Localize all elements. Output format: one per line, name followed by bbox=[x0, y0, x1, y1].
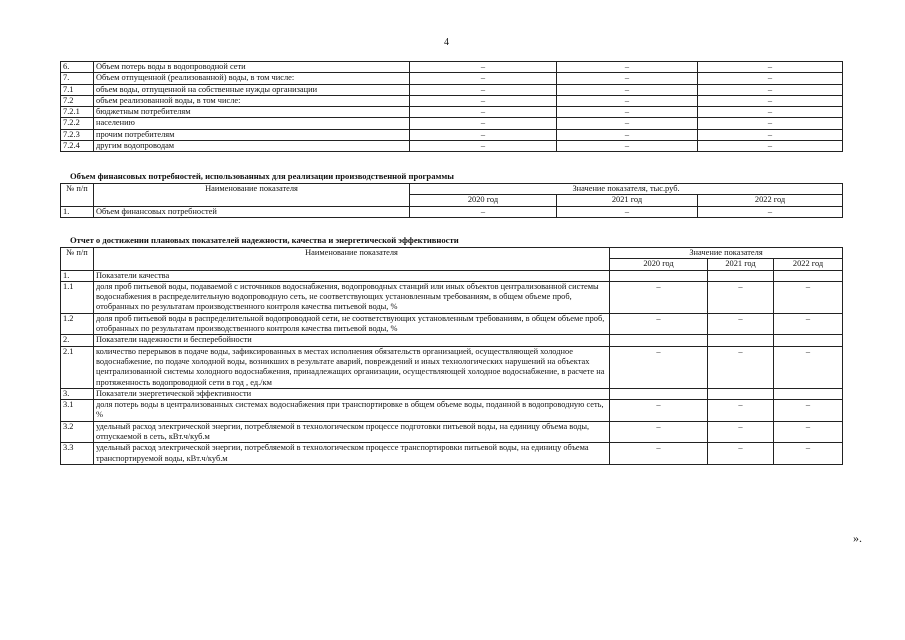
empty-cell bbox=[774, 388, 843, 399]
value-2020: – bbox=[610, 443, 708, 465]
section-name: Показатели энергетической эффективности bbox=[94, 388, 610, 399]
value-2021: – bbox=[557, 206, 698, 217]
row-number: 7.2.1 bbox=[61, 107, 94, 118]
row-name: Объем финансовых потребностей bbox=[94, 206, 410, 217]
row-number: 7.2.2 bbox=[61, 118, 94, 129]
value-2021: – bbox=[557, 62, 698, 73]
row-number: 3.3 bbox=[61, 443, 94, 465]
value-2021: – bbox=[557, 84, 698, 95]
header-name: Наименование показателя bbox=[94, 248, 610, 271]
table-row bbox=[61, 118, 843, 129]
row-name: удельный расход электрической энергии, потребляемой в технологическом процессе транспортировки питьевой воды, на единицу объема транспортируемой воды, кВт.ч/куб.м bbox=[94, 443, 610, 465]
value-2020: – bbox=[610, 421, 708, 443]
table-row bbox=[61, 95, 843, 106]
value-2022: – bbox=[698, 129, 843, 140]
closing-quote-mark: ». bbox=[853, 531, 862, 545]
section-name: Показатели качества bbox=[94, 270, 610, 281]
value-2020: – bbox=[410, 118, 557, 129]
value-2021: – bbox=[708, 421, 774, 443]
table-row bbox=[61, 73, 843, 84]
value-2022: – bbox=[698, 118, 843, 129]
table-row bbox=[61, 107, 843, 118]
value-2020: – bbox=[610, 313, 708, 335]
row-number: 3.1 bbox=[61, 400, 94, 422]
row-name: прочим потребителям bbox=[94, 129, 410, 140]
row-number: 1. bbox=[61, 206, 94, 217]
table-row bbox=[61, 313, 843, 335]
row-number: 2. bbox=[61, 335, 94, 346]
value-2022: – bbox=[774, 443, 843, 465]
value-2022: – bbox=[774, 400, 843, 422]
table-row bbox=[61, 421, 843, 443]
table-row bbox=[61, 443, 843, 465]
page-number: 4 bbox=[444, 37, 449, 48]
value-2021: – bbox=[557, 107, 698, 118]
row-name: населению bbox=[94, 118, 410, 129]
value-2022: – bbox=[774, 281, 843, 313]
empty-cell bbox=[774, 335, 843, 346]
value-2021: – bbox=[708, 346, 774, 388]
value-2022: – bbox=[774, 313, 843, 335]
table-row bbox=[61, 346, 843, 388]
header-year-2020: 2020 год bbox=[610, 259, 708, 270]
value-2020: – bbox=[610, 400, 708, 422]
value-2020: – bbox=[410, 73, 557, 84]
header-name: Наименование показателя bbox=[94, 184, 410, 207]
value-2020: – bbox=[610, 281, 708, 313]
header-year-2021: 2021 год bbox=[708, 259, 774, 270]
value-2021: – bbox=[557, 118, 698, 129]
section-row bbox=[61, 335, 843, 346]
row-number: 7.2 bbox=[61, 95, 94, 106]
header-year-2021: 2021 год bbox=[557, 195, 698, 206]
empty-cell bbox=[708, 388, 774, 399]
empty-cell bbox=[708, 270, 774, 281]
row-number: 3. bbox=[61, 388, 94, 399]
value-2021: – bbox=[557, 141, 698, 152]
value-2022: – bbox=[698, 95, 843, 106]
row-number: 1.2 bbox=[61, 313, 94, 335]
row-number: 1. bbox=[61, 270, 94, 281]
row-name: объем воды, отпущенной на собственные нужды организации bbox=[94, 84, 410, 95]
indicators-table-title: Отчет о достижении плановых показателей надежности, качества и энергетической эффективности bbox=[70, 235, 459, 245]
row-number: 7.2.3 bbox=[61, 129, 94, 140]
row-number: 6. bbox=[61, 62, 94, 73]
table-row bbox=[61, 281, 843, 313]
empty-cell bbox=[610, 270, 708, 281]
header-year-2020: 2020 год bbox=[410, 195, 557, 206]
header-value: Значение показателя bbox=[610, 248, 843, 259]
value-2022: – bbox=[698, 206, 843, 217]
row-name: объем реализованной воды, в том числе: bbox=[94, 95, 410, 106]
row-name: удельный расход электрической энергии, потребляемой в технологическом процессе подготовки питьевой воды, на единицу объема воды, отпускаемой в сеть, кВт.ч/куб.м bbox=[94, 421, 610, 443]
value-2021: – bbox=[557, 95, 698, 106]
row-name: другим водопроводам bbox=[94, 141, 410, 152]
value-2022: – bbox=[698, 73, 843, 84]
value-2022: – bbox=[698, 141, 843, 152]
value-2020: – bbox=[410, 62, 557, 73]
row-name: количество перерывов в подаче воды, зафиксированных в местах исполнения обязательств организацией, осуществляющей холодное водоснабжение, по подаче холодной воды, возникших в результате аварий, повреждений и иных технологических нарушений на объектах централизованной системы холодного водоснабжения, принадлежащих организации, осуществляющей холодное водоснабжение, в расчете на протяженность водопроводной сети в год , ед./км bbox=[94, 346, 610, 388]
value-2021: – bbox=[708, 281, 774, 313]
value-2020: – bbox=[410, 206, 557, 217]
table-row bbox=[61, 84, 843, 95]
row-number: 3.2 bbox=[61, 421, 94, 443]
value-2022: – bbox=[774, 421, 843, 443]
row-name: Объем отпущенной (реализованной) воды, в том числе: bbox=[94, 73, 410, 84]
value-2022: – bbox=[698, 62, 843, 73]
indicators-table bbox=[60, 247, 843, 465]
value-2021: – bbox=[708, 443, 774, 465]
value-2020: – bbox=[410, 84, 557, 95]
row-name: доля проб питьевой воды в распределительной водопроводной сети, не соответствующих установленным требованиям, в общем объеме проб, отобранных по результатам производственного контроля качества питьевой воды, % bbox=[94, 313, 610, 335]
row-name: доля проб питьевой воды, подаваемой с источников водоснабжения, водопроводных станций или иных объектов централизованной системы водоснабжения в распределительную водопроводную сеть, не соответствующих установленным требованиям, в общем объеме проб, отобранных по результатам производственного контроля качества питьевой воды, % bbox=[94, 281, 610, 313]
value-2020: – bbox=[410, 141, 557, 152]
empty-cell bbox=[708, 335, 774, 346]
header-year-2022: 2022 год bbox=[698, 195, 843, 206]
table-row bbox=[61, 129, 843, 140]
row-number: 7.1 bbox=[61, 84, 94, 95]
empty-cell bbox=[774, 270, 843, 281]
value-2021: – bbox=[557, 129, 698, 140]
value-2020: – bbox=[410, 107, 557, 118]
row-number: 7.2.4 bbox=[61, 141, 94, 152]
table-row bbox=[61, 141, 843, 152]
empty-cell bbox=[610, 388, 708, 399]
row-name: Объем потерь воды в водопроводной сети bbox=[94, 62, 410, 73]
table-row bbox=[61, 62, 843, 73]
header-num: № п/п bbox=[61, 248, 94, 271]
table-row bbox=[61, 400, 843, 422]
row-name: бюджетным потребителям bbox=[94, 107, 410, 118]
water-volume-table bbox=[60, 61, 843, 152]
empty-cell bbox=[610, 335, 708, 346]
value-2021: – bbox=[708, 400, 774, 422]
section-row bbox=[61, 270, 843, 281]
table-row bbox=[61, 206, 843, 217]
row-number: 7. bbox=[61, 73, 94, 84]
value-2020: – bbox=[610, 346, 708, 388]
value-2021: – bbox=[708, 313, 774, 335]
row-name: доля потерь воды в централизованных системах водоснабжения при транспортировке в общем объеме воды, поданной в водопроводную сеть, % bbox=[94, 400, 610, 422]
value-2020: – bbox=[410, 95, 557, 106]
row-number: 1.1 bbox=[61, 281, 94, 313]
value-2020: – bbox=[410, 129, 557, 140]
finance-table bbox=[60, 183, 843, 218]
header-num: № п/п bbox=[61, 184, 94, 207]
value-2022: – bbox=[698, 107, 843, 118]
row-number: 2.1 bbox=[61, 346, 94, 388]
finance-table-title: Объем финансовых потребностей, использованных для реализации производственной программы bbox=[70, 171, 454, 181]
header-value: Значение показателя, тыс.руб. bbox=[410, 184, 843, 195]
section-name: Показатели надежности и бесперебойности bbox=[94, 335, 610, 346]
section-row bbox=[61, 388, 843, 399]
value-2022: – bbox=[774, 346, 843, 388]
header-year-2022: 2022 год bbox=[774, 259, 843, 270]
value-2021: – bbox=[557, 73, 698, 84]
value-2022: – bbox=[698, 84, 843, 95]
